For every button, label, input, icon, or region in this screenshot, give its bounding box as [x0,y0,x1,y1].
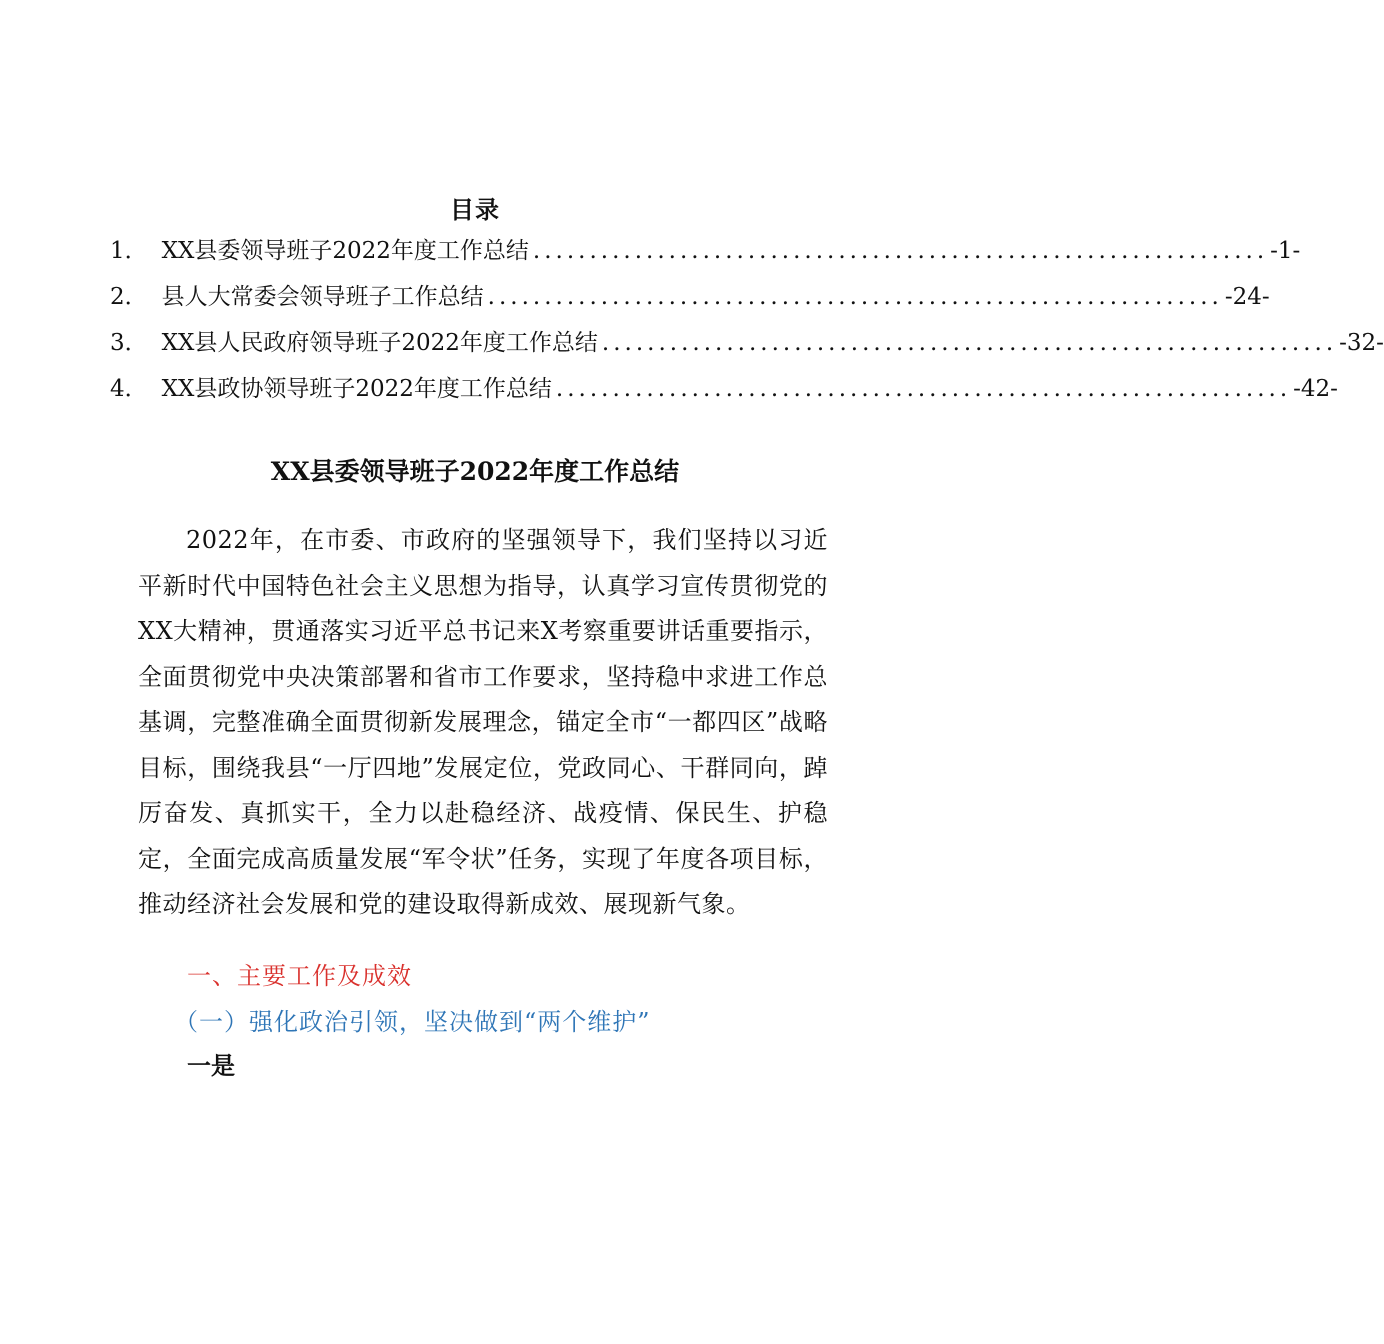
toc-item-text: XX县委领导班子2022年度工作总结 [161,238,529,264]
table-of-contents [110,228,1384,412]
toc-item-number: 2． [110,284,148,310]
toc-item-page: -24- [1224,284,1270,310]
intro-paragraph: 2022年，在市委、市政府的坚强领导下，我们坚持以习近平新时代中国特色社会主义思想为指导，认真学习宣传贯彻党的XX大精神，贯通落实习近平总书记来X考察重要讲话重要指示，全面贯彻党中央决策部署和省市工作要求，坚持稳中求进工作总基调，完整准确全面贯彻新发展理念，锚定全市“一都四区”战略目标，围绕我县“一厅四地”发展定位，党政同心、干群同向，踔厉奋发、真抓实干，全力以赴稳经济、战疫情、保民生、护稳定，全面完成高质量发展“军令状”任务，实现了年度各项目标，推动经济社会发展和党的建设取得新成效、展现新气象。 [138,526,828,918]
article-title: XX县委领导班子2022年度工作总结 [270,457,680,486]
toc-item[interactable] [110,228,1301,274]
toc-item-page: -1- [1270,238,1301,264]
toc-item[interactable] [110,320,1384,366]
toc-leader-dots: ................................................................. [532,238,1269,264]
section-heading-1: 一、主要工作及成效 [187,962,412,990]
toc-item[interactable] [110,366,1338,412]
point-heading: 一是 [187,1051,235,1080]
toc-item-page: -42- [1293,376,1338,402]
toc-item-number: 1． [110,238,148,264]
toc-item-text: XX县人民政府领导班子2022年度工作总结 [161,330,598,356]
toc-leader-dots: ................................................................. [555,376,1292,402]
toc-leader-dots: ................................................................. [487,284,1223,310]
section-heading-2: （一）强化政治引领，坚决做到“两个维护” [174,1008,651,1036]
toc-item-number: 3． [110,330,148,356]
toc-item-text: XX县政协领导班子2022年度工作总结 [161,376,552,402]
toc-item[interactable] [110,274,1270,320]
toc-title: 目录 [450,195,500,224]
toc-item-text: 县人大常委会领导班子工作总结 [161,284,484,310]
toc-item-page: -32- [1339,330,1384,356]
toc-leader-dots: ................................................................. [601,330,1338,356]
toc-item-number: 4． [110,376,148,402]
